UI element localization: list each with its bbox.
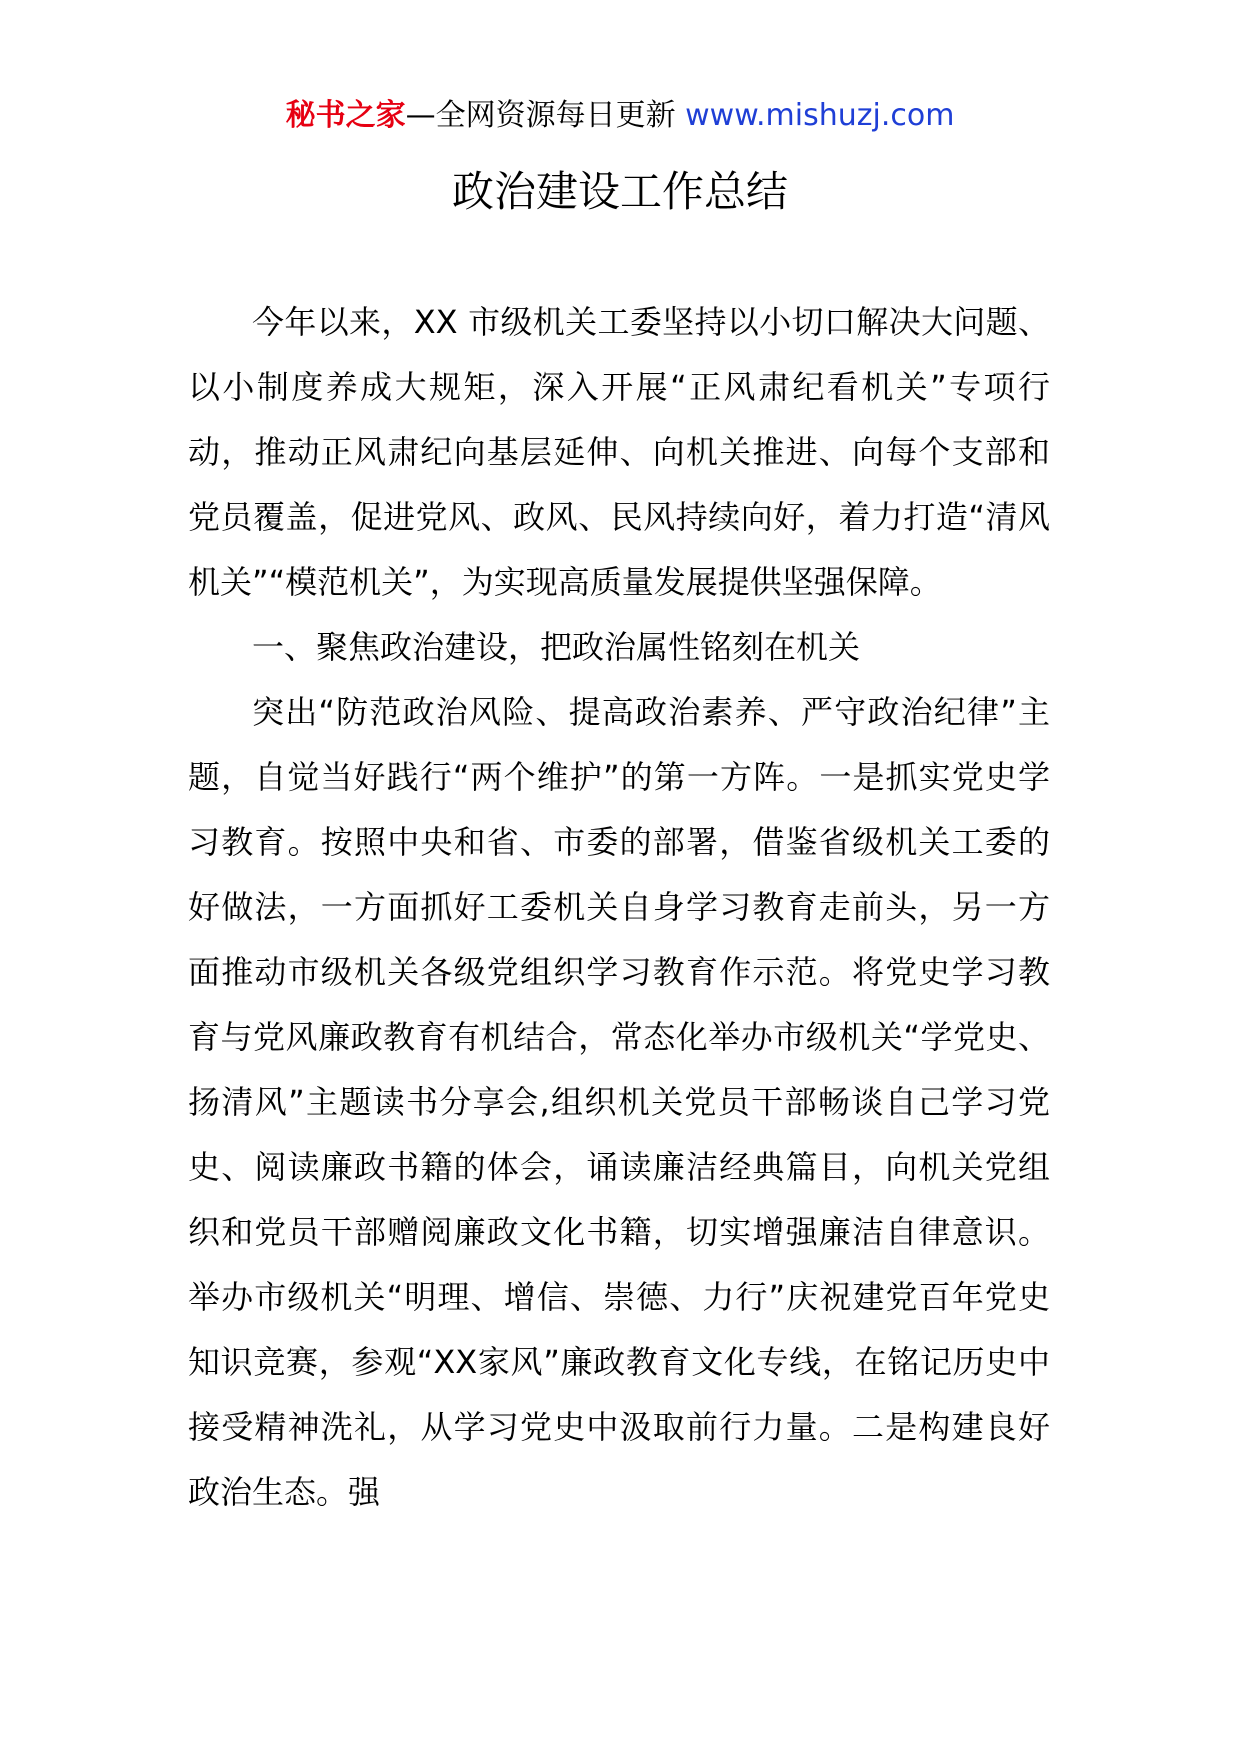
header-tagline: —全网资源每日更新 [405, 98, 686, 133]
brand-name: 秘书之家 [285, 98, 406, 133]
site-header [0, 96, 1240, 136]
site-url-link[interactable]: www.mishuzj.com [685, 98, 955, 133]
section-paragraph: 突出“防范政治风险、提高政治素养、严守政治纪律”主题，自觉当好践行“两个维护”的第一方阵。一是抓实党史学习教育。按照中央和省、市委的部署，借鉴省级机关工委的好做法，一方面抓好工委机关自身学习教育走前头，另一方面推动市级机关各级党组织学习教育作示范。将党史学习教育与党风廉政教育有机结合，常态化举办市级机关“学党史、扬清风”主题读书分享会,组织机关党员干部畅谈自己学习党史、阅读廉政书籍的体会，诵读廉洁经典篇目，向机关党组织和党员干部赠阅廉政文化书籍，切实增强廉洁自律意识。举办市级机关“明理、增信、崇德、力行”庆祝建党百年党史知识竞赛，参观“XX家风”廉政教育文化专线，在铭记历史中接受精神洗礼，从学习党史中汲取前行力量。二是构建良好政治生态。强 [188, 693, 1050, 1511]
document-title: 政治建设工作总结 [451, 167, 788, 216]
section-heading: 一、聚焦政治建设，把政治属性铭刻在机关 [252, 628, 861, 666]
document-body [188, 290, 1050, 1525]
intro-paragraph: 今年以来，XX 市级机关工委坚持以小切口解决大问题、以小制度养成大规矩，深入开展“正风肃纪看机关”专项行动，推动正风肃纪向基层延伸、向机关推进、向每个支部和党员覆盖，促进党风、政风、民风持续向好，着力打造“清风机关”“模范机关”，为实现高质量发展提供坚强保障。 [188, 303, 1050, 601]
